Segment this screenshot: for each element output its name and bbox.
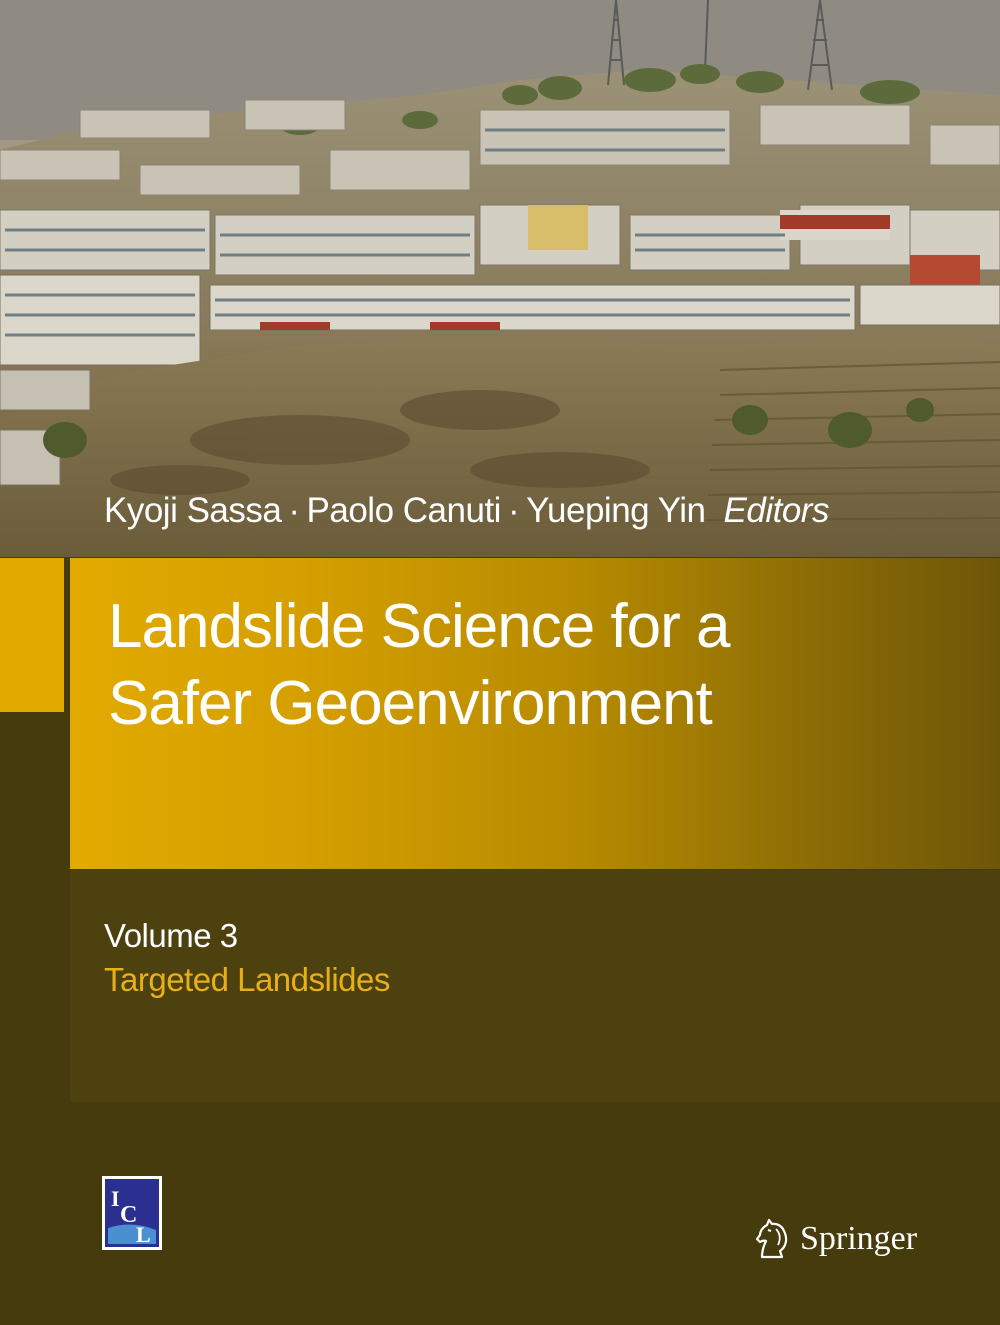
landslide-photo-illustration	[0, 0, 1000, 557]
book-title	[108, 588, 978, 742]
editors-line	[104, 486, 829, 536]
editor-separator: ·	[288, 491, 300, 530]
svg-text:L: L	[136, 1222, 151, 1247]
svg-text:I: I	[111, 1186, 120, 1211]
volume-subtitle: Targeted Landslides	[104, 961, 390, 998]
publisher-name: Springer	[800, 1220, 918, 1257]
accent-block	[0, 558, 64, 712]
icl-logo-graphic	[102, 1176, 162, 1250]
editor-name: Paolo Canuti	[306, 491, 501, 530]
editor-name: Kyoji Sassa	[104, 491, 282, 530]
editor-name: Yueping Yin	[526, 491, 706, 530]
svg-text:C: C	[120, 1202, 138, 1228]
editors-role: Editors	[723, 491, 829, 530]
title-line-2: Safer Geoenvironment	[108, 669, 712, 738]
cover-photo	[0, 0, 1000, 557]
icl-logo	[102, 1176, 162, 1250]
springer-horse-icon	[752, 1217, 792, 1261]
title-line-1: Landslide Science for a	[108, 592, 730, 661]
volume-number: Volume 3	[104, 917, 238, 954]
editor-separator: ·	[507, 491, 520, 530]
publisher-mark	[752, 1214, 917, 1264]
